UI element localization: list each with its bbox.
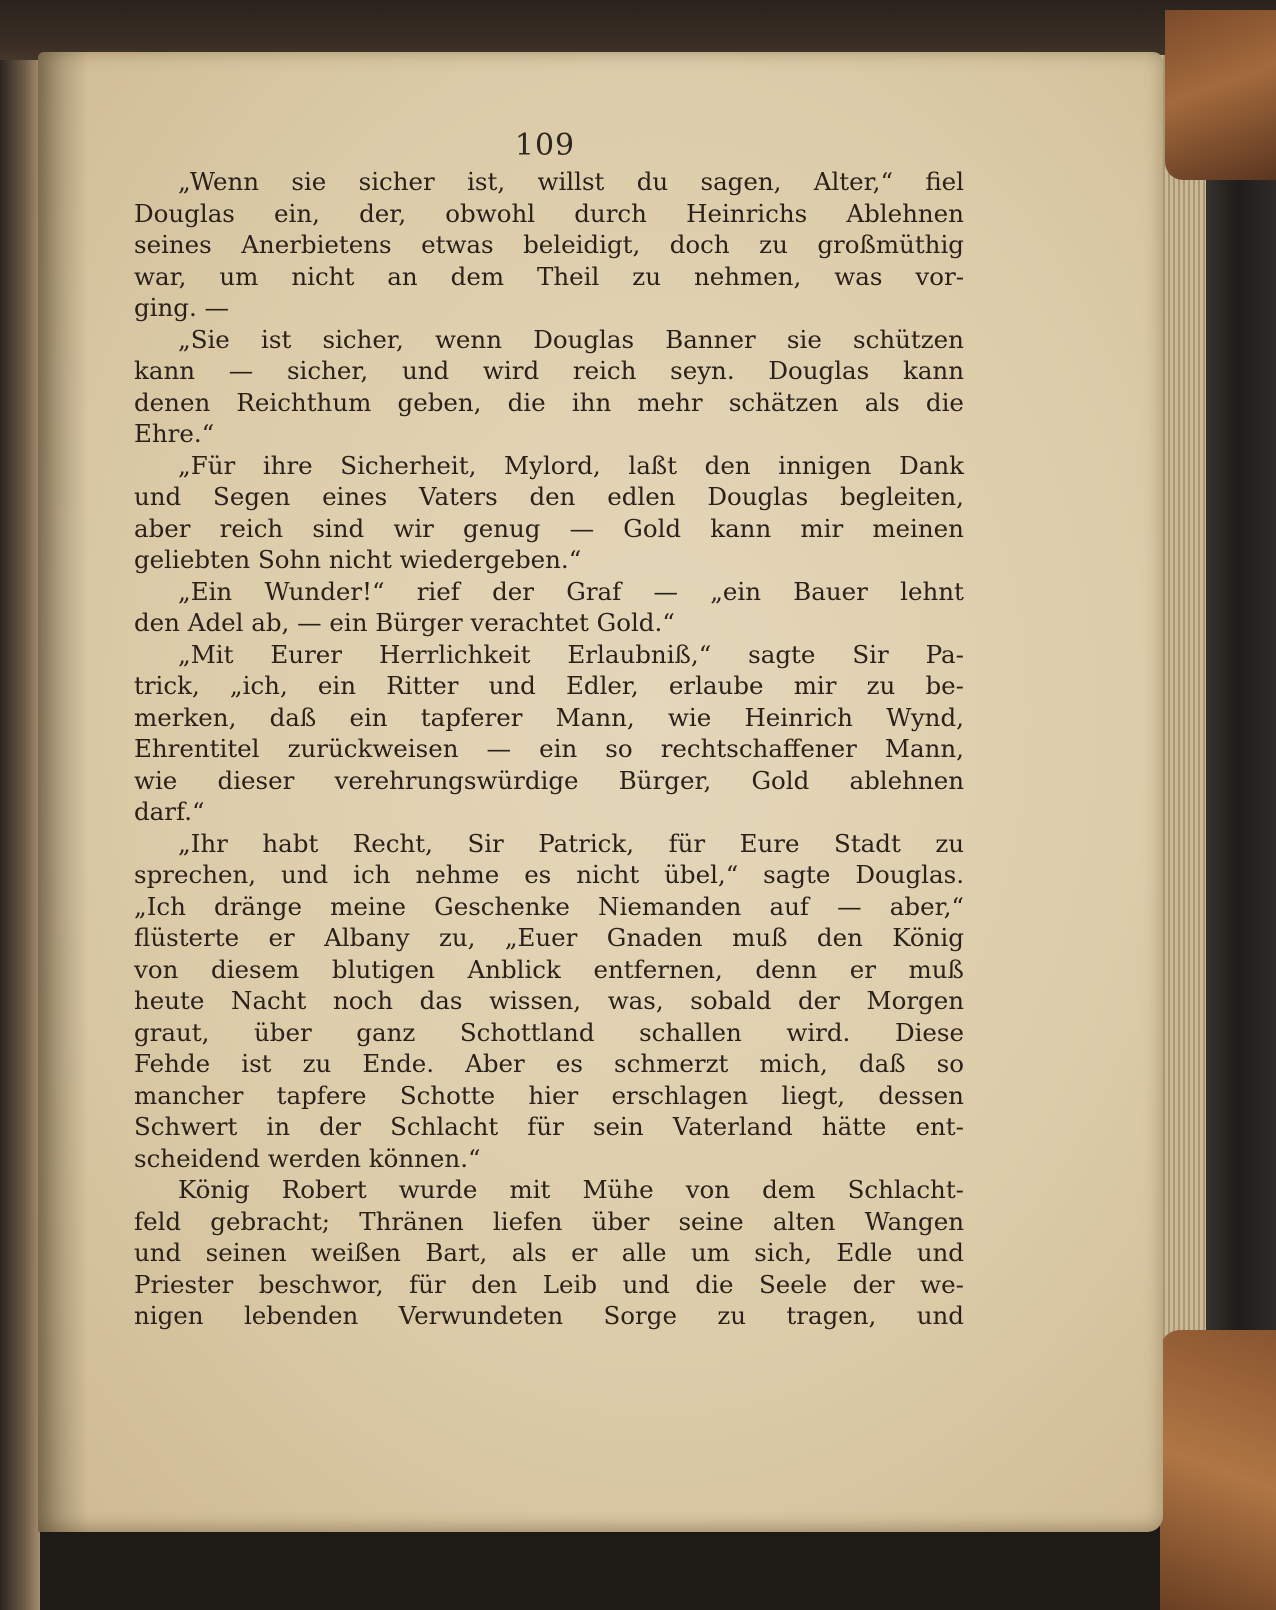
text-line: graut, über ganz Schottland schallen wird. Diese — [134, 1017, 964, 1047]
text-line: von diesem blutigen Anblick entfernen, denn er muß — [134, 954, 964, 984]
text-line: Ehre.“ — [134, 419, 215, 448]
text-line: geliebten Sohn nicht wiedergeben.“ — [134, 545, 582, 574]
text-line: „Ein Wunder!“ rief der Graf — „ein Bauer lehnt — [178, 576, 964, 606]
text-line: aber reich sind wir genug — Gold kann mir meinen — [134, 513, 964, 543]
text-line: „Mit Eurer Herrlichkeit Erlaubniß,“ sagte Sir Pa- — [178, 639, 964, 669]
text-line: Douglas ein, der, obwohl durch Heinrichs Ablehnen — [134, 198, 964, 228]
text-line: „Wenn sie sicher ist, willst du sagen, Alter,“ fiel — [178, 167, 964, 196]
text-line: Ehrentitel zurückweisen — ein so rechtschaffener Mann, — [134, 734, 964, 763]
text-line: darf.“ — [134, 797, 205, 826]
text-line: trick, „ich, ein Ritter und Edler, erlaube mir zu be- — [134, 671, 964, 700]
text-line: nigen lebenden Verwundeten Sorge zu tragen, und — [134, 1301, 964, 1330]
text-line: wie dieser verehrungswürdige Bürger, Gold ablehnen — [134, 765, 964, 795]
text-line: mancher tapfere Schotte hier erschlagen liegt, dessen — [134, 1080, 964, 1110]
text-line: flüsterte er Albany zu, „Euer Gnaden muß den König — [134, 923, 964, 952]
text-line: den Adel ab, — ein Bürger verachtet Gold.“ — [134, 608, 675, 637]
text-line: und seinen weißen Bart, als er alle um sich, Edle und — [134, 1238, 964, 1267]
text-line: seines Anerbietens etwas beleidigt, doch zu großmüthig — [134, 230, 964, 259]
body-text — [134, 166, 964, 1332]
gutter-shadow — [38, 52, 88, 1532]
text-line: Priester beschwor, für den Leib und die Seele der we- — [134, 1269, 964, 1299]
leather-corner-top — [1165, 10, 1276, 180]
text-line: „Für ihre Sicherheit, Mylord, laßt den innigen Dank — [178, 450, 964, 480]
text-line: heute Nacht noch das wissen, was, sobald der Morgen — [134, 986, 964, 1015]
text-line: ging. — — [134, 293, 230, 322]
text-line: feld gebracht; Thränen liefen über seine alten Wangen — [134, 1206, 964, 1236]
text-line: denen Reichthum geben, die ihn mehr schätzen als die — [134, 387, 964, 417]
text-line: sprechen, und ich nehme es nicht übel,“ sagte Douglas. — [134, 860, 964, 889]
book-cover-left — [0, 60, 40, 1610]
text-line: Schwert in der Schlacht für sein Vaterland hätte ent- — [134, 1112, 964, 1141]
text-line: „Sie ist sicher, wenn Douglas Banner sie schützen — [178, 324, 964, 354]
text-line: „Ihr habt Recht, Sir Patrick, für Eure Stadt zu — [178, 828, 964, 858]
text-line: war, um nicht an dem Theil zu nehmen, was vor- — [134, 261, 964, 291]
leather-corner-bottom — [1160, 1330, 1276, 1610]
text-line: merken, daß ein tapferer Mann, wie Heinrich Wynd, — [134, 702, 964, 732]
text-line: kann — sicher, und wird reich seyn. Douglas kann — [134, 356, 964, 385]
text-line: König Robert wurde mit Mühe von dem Schlacht- — [178, 1175, 964, 1204]
text-line: „Ich dränge meine Geschenke Niemanden auf — aber,“ — [134, 891, 964, 921]
text-line: Fehde ist zu Ende. Aber es schmerzt mich, daß so — [134, 1049, 964, 1078]
text-line: scheidend werden können.“ — [134, 1143, 481, 1173]
page-number: 109 — [514, 128, 576, 163]
text-line: und Segen eines Vaters den edlen Douglas begleiten, — [134, 482, 964, 511]
